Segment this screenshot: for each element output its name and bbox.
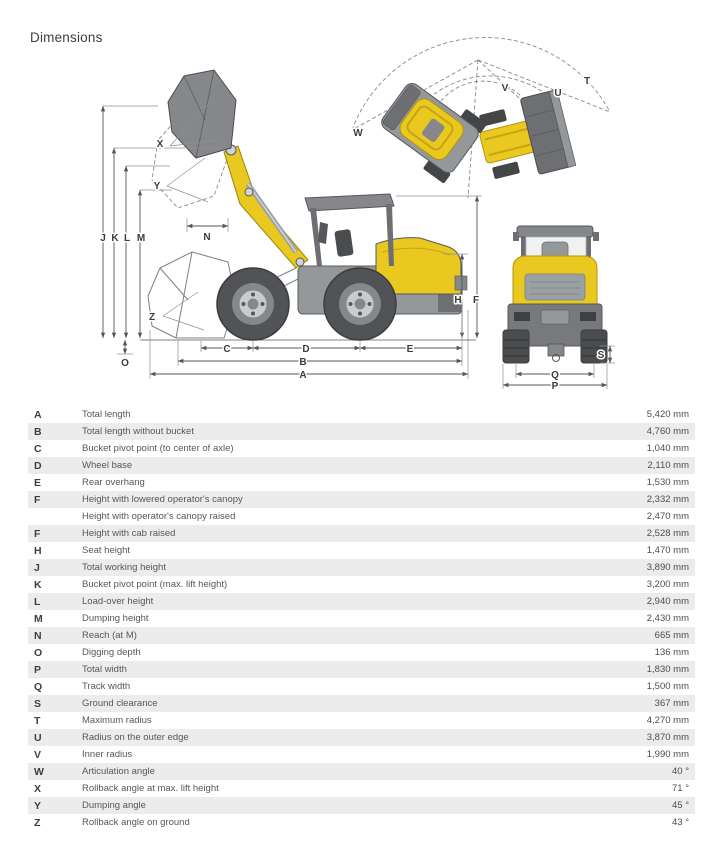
row-value: 2,430 mm <box>646 612 689 624</box>
table-row <box>28 474 695 491</box>
row-letter: J <box>34 561 40 574</box>
row-letter: X <box>34 782 42 795</box>
dim-label-X: X <box>156 139 164 150</box>
row-letter: E <box>34 476 42 489</box>
row-value: 1,830 mm <box>646 663 689 675</box>
dim-label-O: O <box>121 358 129 369</box>
table-row <box>28 525 695 542</box>
row-description: Total length <box>82 408 131 420</box>
seat-side <box>334 229 353 257</box>
top-view <box>352 38 610 198</box>
row-description: Dumping height <box>82 612 149 624</box>
table-row <box>28 559 695 576</box>
row-description: Articulation angle <box>82 765 155 777</box>
table-row <box>28 644 695 661</box>
row-description: Inner radius <box>82 748 133 760</box>
table-row <box>28 508 695 525</box>
row-value: 1,470 mm <box>646 544 689 556</box>
dim-label-E: E <box>406 344 414 355</box>
table-row <box>28 661 695 678</box>
row-value: 3,870 mm <box>646 731 689 743</box>
table-row <box>28 627 695 644</box>
row-description: Radius on the outer edge <box>82 731 189 743</box>
row-value: 3,890 mm <box>646 561 689 573</box>
row-description: Height with lowered operator's canopy <box>82 493 243 505</box>
dim-label-B: B <box>299 357 307 368</box>
row-value: 71 ° <box>671 782 689 794</box>
row-value: 40 ° <box>671 765 689 777</box>
row-letter: W <box>34 765 44 778</box>
canopy-roof-rear <box>517 226 593 237</box>
row-description: Total working height <box>82 561 166 573</box>
row-value: 2,110 mm <box>647 459 689 471</box>
row-description: Bucket pivot point (max. lift height) <box>82 578 228 590</box>
arc-inner-radius <box>441 81 522 101</box>
dim-label-L: L <box>123 233 131 244</box>
dim-label-N: N <box>203 232 211 243</box>
table-row <box>28 423 695 440</box>
dim-label-F: F <box>472 295 480 306</box>
dim-label-P: P <box>551 381 559 392</box>
table-row <box>28 780 695 797</box>
dim-label-J: J <box>100 233 106 244</box>
table-row <box>28 695 695 712</box>
row-description: Maximum radius <box>82 714 152 726</box>
row-value: 1,990 mm <box>646 748 689 760</box>
dim-label-H: H <box>454 295 462 306</box>
row-value: 1,040 mm <box>646 442 689 454</box>
rear-wheel-side <box>324 268 396 340</box>
row-description: Seat height <box>82 544 131 556</box>
rear-view <box>503 226 615 392</box>
row-letter: Z <box>34 816 41 829</box>
table-row <box>28 814 695 831</box>
row-letter: P <box>34 663 42 676</box>
dimensions-diagram <box>0 0 723 400</box>
table-row <box>28 457 695 474</box>
table-row <box>28 746 695 763</box>
table-row <box>28 729 695 746</box>
dim-label-C: C <box>223 344 231 355</box>
dim-label-U: U <box>554 88 562 99</box>
row-description: Height with cab raised <box>82 527 176 539</box>
dim-label-Y: Y <box>153 181 161 192</box>
row-letter: H <box>34 544 42 557</box>
row-description: Rear overhang <box>82 476 145 488</box>
row-letter: Y <box>34 799 42 812</box>
loader-dimension-drawing <box>0 0 723 400</box>
table-row <box>28 678 695 695</box>
table-row <box>28 491 695 508</box>
row-value: 3,200 mm <box>646 578 689 590</box>
row-letter: V <box>34 748 42 761</box>
table-row <box>28 406 695 423</box>
table-row <box>28 576 695 593</box>
dim-label-V: V <box>501 83 509 94</box>
dim-label-A: A <box>299 370 307 381</box>
row-description: Load-over height <box>82 595 154 607</box>
table-row <box>28 440 695 457</box>
table-row <box>28 797 695 814</box>
dimensions-table <box>28 406 695 831</box>
row-value: 43 ° <box>671 816 689 828</box>
row-letter: C <box>34 442 42 455</box>
row-description: Height with operator's canopy raised <box>82 510 236 522</box>
top-view-front-unit <box>474 90 576 186</box>
row-value: 136 mm <box>654 646 689 658</box>
row-description: Rollback angle on ground <box>82 816 190 828</box>
dim-label-S: S <box>597 350 605 361</box>
row-description: Dumping angle <box>82 799 146 811</box>
table-row <box>28 542 695 559</box>
canopy-roof-side <box>305 194 394 211</box>
row-description: Wheel base <box>82 459 133 471</box>
table-row <box>28 593 695 610</box>
table-row <box>28 712 695 729</box>
table-row <box>28 610 695 627</box>
row-value: 5,420 mm <box>646 408 689 420</box>
page-title: Dimensions <box>30 30 103 45</box>
row-value: 4,270 mm <box>646 714 689 726</box>
row-description: Bucket pivot point (to center of axle) <box>82 442 234 454</box>
row-value: 45 ° <box>671 799 689 811</box>
dim-label-D: D <box>302 344 310 355</box>
row-letter: K <box>34 578 42 591</box>
row-letter: D <box>34 459 42 472</box>
row-letter: S <box>34 697 42 710</box>
dim-label-T: T <box>583 76 591 87</box>
row-letter: U <box>34 731 42 744</box>
row-letter: F <box>34 493 41 506</box>
dim-label-W: W <box>353 128 363 139</box>
row-value: 1,530 mm <box>646 476 689 488</box>
front-wheel-side <box>217 268 289 340</box>
dim-label-M: M <box>136 233 146 244</box>
row-value: 4,760 mm <box>646 425 689 437</box>
row-letter: T <box>34 714 41 727</box>
row-value: 2,528 mm <box>646 527 689 539</box>
row-value: 665 mm <box>654 629 689 641</box>
row-description: Reach (at M) <box>82 629 137 641</box>
row-description: Rollback angle at max. lift height <box>82 782 219 794</box>
row-letter: O <box>34 646 43 659</box>
row-description: Digging depth <box>82 646 141 658</box>
row-description: Track width <box>82 680 131 692</box>
dim-label-K: K <box>111 233 119 244</box>
row-letter: N <box>34 629 42 642</box>
dim-label-Z: Z <box>148 312 156 323</box>
row-letter: L <box>34 595 41 608</box>
row-letter: B <box>34 425 42 438</box>
row-letter: A <box>34 408 42 421</box>
row-description: Total length without bucket <box>82 425 194 437</box>
row-value: 367 mm <box>654 697 689 709</box>
row-value: 1,500 mm <box>646 680 689 692</box>
row-letter: Q <box>34 680 43 693</box>
row-value: 2,332 mm <box>646 493 689 505</box>
row-description: Ground clearance <box>82 697 158 709</box>
dim-label-Q: Q <box>551 370 559 381</box>
row-value: 2,940 mm <box>646 595 689 607</box>
row-letter: M <box>34 612 43 625</box>
row-description: Total width <box>82 663 127 675</box>
row-letter: F <box>34 527 41 540</box>
table-row <box>28 763 695 780</box>
row-value: 2,470 mm <box>646 510 689 522</box>
